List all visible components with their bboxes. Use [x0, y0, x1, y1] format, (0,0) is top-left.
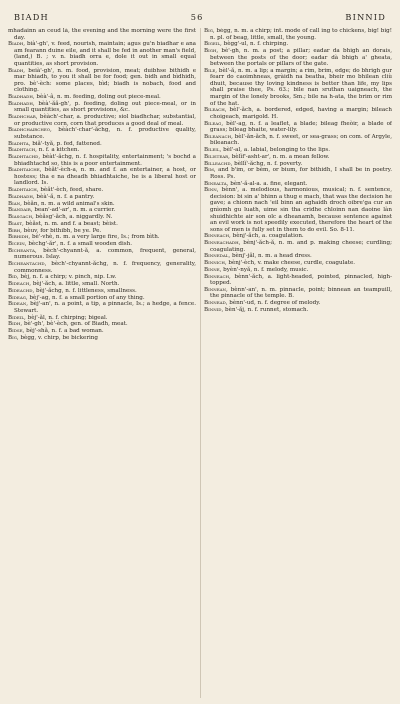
entry-definition: bèj'-ăch, a. little, small. North. — [32, 281, 120, 288]
dictionary-columns — [8, 28, 392, 698]
entry-headword: Bileag, — [204, 120, 224, 127]
entry-headword: Bileil, — [204, 147, 222, 154]
dictionary-entry — [204, 267, 392, 274]
dictionary-entry — [8, 68, 196, 94]
dictionary-entry — [8, 328, 196, 335]
entry-definition: bè'-gh, n. m. a post; a pillar; eadar da bhigh an dorais, between the posts of the door; eadar dà bhigh a' gheata, between the portals or pillars of the gate. — [210, 48, 392, 68]
entry-definition: bèl'-al, a. labial, belonging to the lips. — [223, 147, 331, 154]
dictionary-entry — [204, 167, 392, 180]
entry-definition: bègg'-ul, n. f. chirping. — [223, 41, 289, 48]
entry-definition: beià'-gh', n. m. food, provision, meat; duibhse bithidh e mar bhiadh, to you it shall be for food; gen. bidh and bìdhidh, pro. bè'-èch: some places, bìd; biadh is nobach, food and clothing. — [14, 67, 196, 94]
entry-definition: n. f. a kitchen. — [38, 147, 80, 154]
entry-definition: bènn'-ud, n. f. degree of melody. — [229, 300, 321, 307]
entry-headword: Biadh, — [8, 67, 26, 74]
entry-headword: Biadhadh, — [8, 94, 35, 101]
entry-headword: Binnead, — [204, 300, 228, 307]
dictionary-entry — [8, 41, 196, 67]
dictionary-entry — [8, 301, 196, 314]
header-left-guideword: BIADH — [14, 12, 49, 22]
dictionary-entry — [204, 233, 392, 240]
entry-headword: Big, — [204, 28, 215, 34]
entry-definition: bèăsg'-ăch, a. niggardly. N. — [35, 214, 113, 221]
entry-headword: Binneach, — [204, 233, 231, 240]
entry-headword: Biadhtaiche, — [8, 167, 42, 174]
dictionary-entry — [204, 41, 392, 48]
dictionary-entry — [204, 154, 392, 161]
dictionary-entry — [8, 127, 196, 140]
entry-definition: bèl'-ag, n. f. a leaflet, a blade; bileag fheòir, a blade of grass; bileag bhaite, water-lily. — [210, 120, 392, 134]
dictionary-entry — [8, 321, 196, 328]
entry-definition: bèăn, n. m. a wild animal's skin. — [23, 200, 115, 207]
entry-definition: biă'-tyă, p. fed, fattened. — [32, 140, 102, 147]
dictionary-entry — [8, 147, 196, 154]
entry-headword: Bileach, — [204, 107, 227, 114]
dictionary-entry — [8, 241, 196, 248]
entry-headword: Bileanach, — [204, 133, 233, 140]
entry-headword: Biandair, — [8, 207, 33, 214]
dictionary-entry — [204, 300, 392, 307]
dictionary-entry — [8, 214, 196, 221]
dictionary-entry — [204, 240, 392, 253]
dictionary-entry — [204, 28, 392, 41]
entry-definition: bean'-ad'-ar', n. m. a currier. — [34, 207, 116, 214]
entry-definition: bèj'-ăchg, n. f. littleness, smallness. — [36, 287, 137, 294]
entry-definition: mhadainn an ceud là, the evening and the morning were the first day. — [8, 28, 196, 41]
entry-headword: Binn, — [204, 187, 219, 194]
dictionary-entry — [8, 114, 196, 127]
entry-definition: bènn', a. melodious, harmonious, musical; n. f. sentence, decision: bi sin a' bhinn a thug e mach, that was the decision he gave; a chionn nach 'eil binn an aghaidh droch oibre'ga cur an gnìomh gu luath, uime sin tha cridhe chloinn nan daoine làn shuidhichte air son olc a dheanamh, because sentence against an evil work is not speedily executed, therefore the heart of the sons of men is fully set in them to do evil. So. 8-11. — [210, 187, 392, 233]
entry-definition: bèl'-ă, n. m. a lip; a margin; a rim, brim, edge; do bhrigh gur fearr do caoimhneas, gràidh na beatha, bheir mo bhilean cliù dhuit, because thy loving kindness is better than life, my lips shall praise thee, Ps. 63.; bile nan sruthan uaigneach, the margin of the lonely brooks, Sm.; bile na h-ata, the brim or rim of the hat. — [210, 67, 392, 107]
entry-headword: Bidean, — [8, 301, 28, 308]
page-number: 56 — [190, 12, 204, 22]
left-column — [8, 28, 196, 698]
entry-headword: Bideachd, — [8, 287, 35, 294]
entry-headword: Biadhadh, — [8, 100, 35, 107]
dictionary-entry — [8, 28, 196, 41]
entry-headword: Binnid, — [204, 306, 224, 313]
entry-definition: bènj'-jăl, n. m. a head dress. — [231, 253, 312, 260]
entry-headword: Binneach, — [204, 273, 231, 280]
entry-definition: bèj'-ăl, n. f. chirping; bigeal. — [27, 314, 108, 321]
entry-definition: bèj, n. f. a chirp; v. pinch, nip. Lw. — [20, 274, 117, 281]
dictionary-entry — [204, 107, 392, 120]
entry-headword: Bicheantachd, — [8, 261, 47, 268]
dictionary-entry — [204, 134, 392, 147]
entry-headword: Binnean, — [204, 286, 228, 293]
entry-definition: bèà'-â, n. m. feeding, doling out piece-meal. — [36, 94, 161, 101]
entry-headword: Big, — [8, 334, 19, 341]
entry-definition: bèn'-ăj, n. f. runnet, stomach. — [225, 306, 309, 313]
header-right-guideword: BINNID — [345, 12, 386, 22]
entry-headword: Bilistear, — [204, 153, 230, 160]
dictionary-entry — [8, 167, 196, 187]
entry-definition: bèà'-ăă-gh', p. feeding, doling out piece-meal, or in small quantities, as short provisions, &c. — [14, 100, 196, 114]
entry-headword: Biadhchar, — [8, 114, 38, 121]
entry-headword: Biadhta, — [8, 140, 31, 147]
entry-headword: Binne, — [204, 266, 222, 273]
dictionary-entry — [8, 248, 196, 261]
entry-definition: bèăt'-èch, feed, share. — [40, 187, 104, 194]
entry-headword: Biast, — [8, 220, 24, 227]
dictionary-entry — [8, 201, 196, 208]
entry-definition: bèàt'-ăchg, n. f. hospitality, entertainment; 's bochd a bhiadhtachd so, this is a poor entertainment. — [14, 154, 196, 167]
dictionary-entry — [8, 94, 196, 101]
entry-headword: Biadhadh, — [8, 193, 35, 200]
dictionary-entry — [8, 261, 196, 274]
entry-definition: bèj'-shă, n. f. a bad woman. — [26, 328, 104, 335]
dictionary-entry — [204, 274, 392, 287]
entry-headword: Biasgach, — [8, 214, 34, 221]
entry-definition: bèch'-chyannt-ăchg, n. f. frequency, generality, commonness. — [14, 261, 196, 274]
entry-definition: bèuv, for bithibh, be ye. Pe. — [23, 227, 102, 234]
entry-definition: bèăt'-èch-a, n. m. and f. an entertainer, a host, or hostess; tha e na dheadh bhiadhtaiche, he is a liberal host or landlord. Is. — [14, 167, 196, 187]
entry-definition: byèn'-nyă, n. f. melody, music. — [223, 266, 309, 273]
dictionary-entry — [8, 234, 196, 241]
entry-definition: bèj'-an', n. a point, a tip, a pinnacle, Is.; a hedge, a fence. Stewart. — [14, 301, 196, 314]
entry-definition: bèà'-ă, n. f. a pantry. — [36, 193, 95, 200]
entry-definition: and b'im, or bèm, or bium, for bithidh, I shall be in poetry. Ross. Ps. — [210, 167, 392, 180]
entry-headword: Billeachd, — [204, 160, 233, 167]
entry-definition: bèlĭf'-asht-ar', n. m. a mean fellow. — [231, 153, 330, 160]
dictionary-entry — [8, 335, 196, 342]
dictionary-entry — [8, 141, 196, 148]
entry-definition: bèch'-chyannt-ă, a. common, frequent, general, numerous. Islay. — [14, 247, 196, 261]
entry-definition: bèn'-ă-al-a. a. fine, elegant. — [230, 180, 308, 187]
entry-definition: bènn'-ăch, a. light-headed, pointed, pinnacled, high-topped. — [210, 273, 392, 287]
entry-headword: Bideach, — [8, 281, 32, 288]
entry-definition: bèllĭ'-ăchg, n. f. poverty. — [234, 160, 303, 167]
entry-headword: Bidse, — [8, 328, 25, 335]
entry-headword: Biadhtachd, — [8, 154, 41, 161]
dictionary-entry — [204, 287, 392, 300]
dictionary-entry — [204, 260, 392, 267]
entry-definition: bèl'-ăch, a. bordered, edged, having a margin; bileach choigeach, marigold. H. — [210, 107, 392, 120]
entry-headword: Biadhtach, — [8, 147, 37, 154]
entry-headword: Bibhidh, — [8, 234, 31, 241]
dictionary-entry — [8, 274, 196, 281]
entry-headword: Biadh, — [8, 41, 26, 48]
entry-headword: Binealta, — [204, 180, 229, 187]
dictionary-entry — [204, 307, 392, 314]
dictionary-entry — [204, 187, 392, 233]
entry-headword: Binnedal, — [204, 253, 231, 260]
entry-headword: Biadhtaich, — [8, 187, 39, 194]
entry-definition: bè'-gh', bè'-èch, gen. of Biadh, meat. — [23, 321, 128, 328]
entry-definition: bègg, v. chirp, be bickering — [20, 334, 98, 341]
page-header — [14, 10, 386, 24]
dictionary-entry — [204, 48, 392, 68]
entry-definition: bèăst, n. m. and f. a beast; bèist. — [25, 220, 118, 227]
entry-definition: bè'-vhè, n. m. a very large fire, Is.; from bìth. — [31, 234, 160, 241]
entry-definition: bèl'-ăn-ăch, n. f. sweet, or sea-grass; on com. of Argyle, bileanach. — [210, 133, 392, 147]
entry-headword: Bigh, — [204, 48, 219, 55]
entry-headword: Bidh, — [8, 321, 23, 328]
entry-headword: Bid, — [8, 274, 19, 281]
dictionary-entry — [8, 207, 196, 214]
dictionary-entry — [8, 154, 196, 167]
dictionary-entry — [8, 194, 196, 201]
entry-headword: Bicein, — [8, 241, 27, 248]
entry-headword: Bigeil, — [204, 41, 222, 48]
entry-headword: Biadhchaircheo, — [8, 127, 52, 134]
dictionary-entry — [8, 187, 196, 194]
entry-headword: Bideil, — [8, 314, 26, 321]
entry-headword: Bideag, — [8, 294, 28, 301]
entry-definition: bià'-gh', v. feed, nourish, maintain; agus gu'n biadhar e ana am fearann duine eile, and it shall be fed in another man's field, (land,) B. ; v. n. biadh orra e, dole it out in small equal quantities, as short provision. — [14, 41, 196, 67]
entry-definition: bèàch'-char'-ăchg, n. f. productive quality, substance. — [14, 127, 196, 140]
dictionary-entry — [8, 221, 196, 228]
entry-headword: Bicheanta, — [8, 247, 37, 254]
entry-definition: bènj'-ăch-ă, n. m. and p. making cheese; curdling; coagulating. — [210, 240, 392, 253]
entry-definition: bègg, n. m. a chirp; int. mode of call ing to chickens, big! big! n. pl. of beag, little, small, the young. — [210, 28, 392, 41]
entry-headword: Binneachadh, — [204, 240, 241, 247]
entry-headword: Bim, — [204, 167, 216, 174]
entry-definition: bènn'-an', n. m. pinnacle, point; binnean an teampuill, the pinnacle of the temple. B. — [210, 286, 392, 300]
entry-headword: Bian, — [8, 200, 22, 207]
dictionary-entry — [8, 101, 196, 114]
dictionary-entry — [8, 288, 196, 295]
entry-headword: Bibh, — [8, 227, 22, 234]
right-column — [204, 28, 392, 698]
entry-definition: bèàch'-char, a. productive; siol biadhchar, substantial, or productive corn, corn that produces a good deal of meal. — [14, 114, 196, 127]
entry-definition: bèj'-ag, n. f. a small portion of any thing. — [29, 294, 145, 301]
dictionary-entry — [204, 121, 392, 134]
entry-definition: bèchg'-ăr', n. f. a small wooden dish. — [28, 241, 133, 248]
entry-headword: Bile, — [204, 67, 218, 74]
dictionary-entry — [204, 253, 392, 260]
entry-headword: Binnich, — [204, 260, 227, 267]
entry-definition: bènj'-ăch, a. coagulation. — [232, 233, 304, 240]
entry-definition: bènj'-èch, v. make cheese, curdle, coagulate. — [228, 260, 356, 267]
dictionary-entry — [204, 68, 392, 107]
dictionary-entry — [8, 281, 196, 288]
dictionary-entry — [204, 147, 392, 154]
